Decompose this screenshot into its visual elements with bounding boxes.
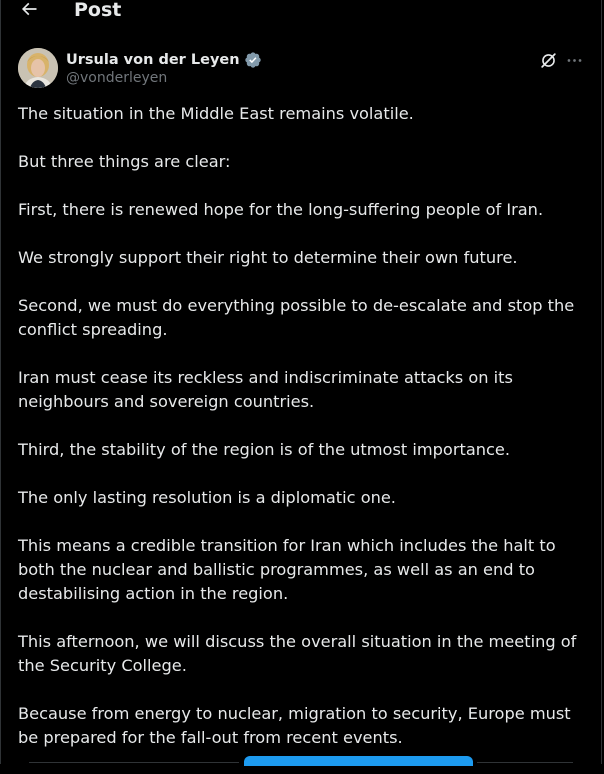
author-handle[interactable]: @vonderleyen [66, 70, 168, 86]
post-paragraph: First, there is renewed hope for the long-suffering people of Iran. [18, 200, 544, 219]
post-paragraph: Second, we must do everything possible to de-escalate and stop the conflict spreading. [18, 296, 580, 339]
back-button[interactable] [15, 0, 43, 23]
bottom-action-bar[interactable] [244, 756, 473, 766]
divider [29, 762, 239, 763]
divider [477, 762, 573, 763]
post-paragraph: Third, the stability of the region is of the utmost importance. [18, 440, 511, 459]
grok-button[interactable] [536, 48, 560, 72]
profile-photo [18, 48, 58, 88]
page-title: Post [74, 0, 122, 21]
verified-badge-icon[interactable] [244, 51, 262, 69]
post-paragraph: Because from energy to nuclear, migration to security, Europe must be prepared for the fall-out from recent events. [18, 704, 576, 747]
post-paragraph: The only lasting resolution is a diplomatic one. [18, 488, 396, 507]
post-text [18, 102, 590, 774]
more-horizontal-icon [565, 51, 584, 70]
grok-icon [539, 51, 558, 70]
post-paragraph: The situation in the Middle East remains volatile. [18, 104, 414, 123]
post-paragraph: We strongly support their right to determine their own future. [18, 248, 518, 267]
arrow-left-icon [19, 0, 39, 19]
post-paragraph: This means a credible transition for Iran which includes the halt to both the nuclear and ballistic programmes, as well as an end to destabilising action in the region. [18, 536, 561, 603]
post-paragraph: This afternoon, we will discuss the overall situation in the meeting of the Security College. [18, 632, 582, 675]
post-paragraph: Iran must cease its reckless and indiscriminate attacks on its neighbours and sovereign countries. [18, 368, 519, 411]
avatar[interactable] [18, 48, 58, 88]
post-paragraph: But three things are clear: [18, 152, 231, 171]
more-options-button[interactable] [562, 48, 586, 72]
author-name-row [66, 49, 262, 70]
author-display-name[interactable]: Ursula von der Leyen [66, 51, 240, 68]
top-bar [1, 0, 601, 26]
